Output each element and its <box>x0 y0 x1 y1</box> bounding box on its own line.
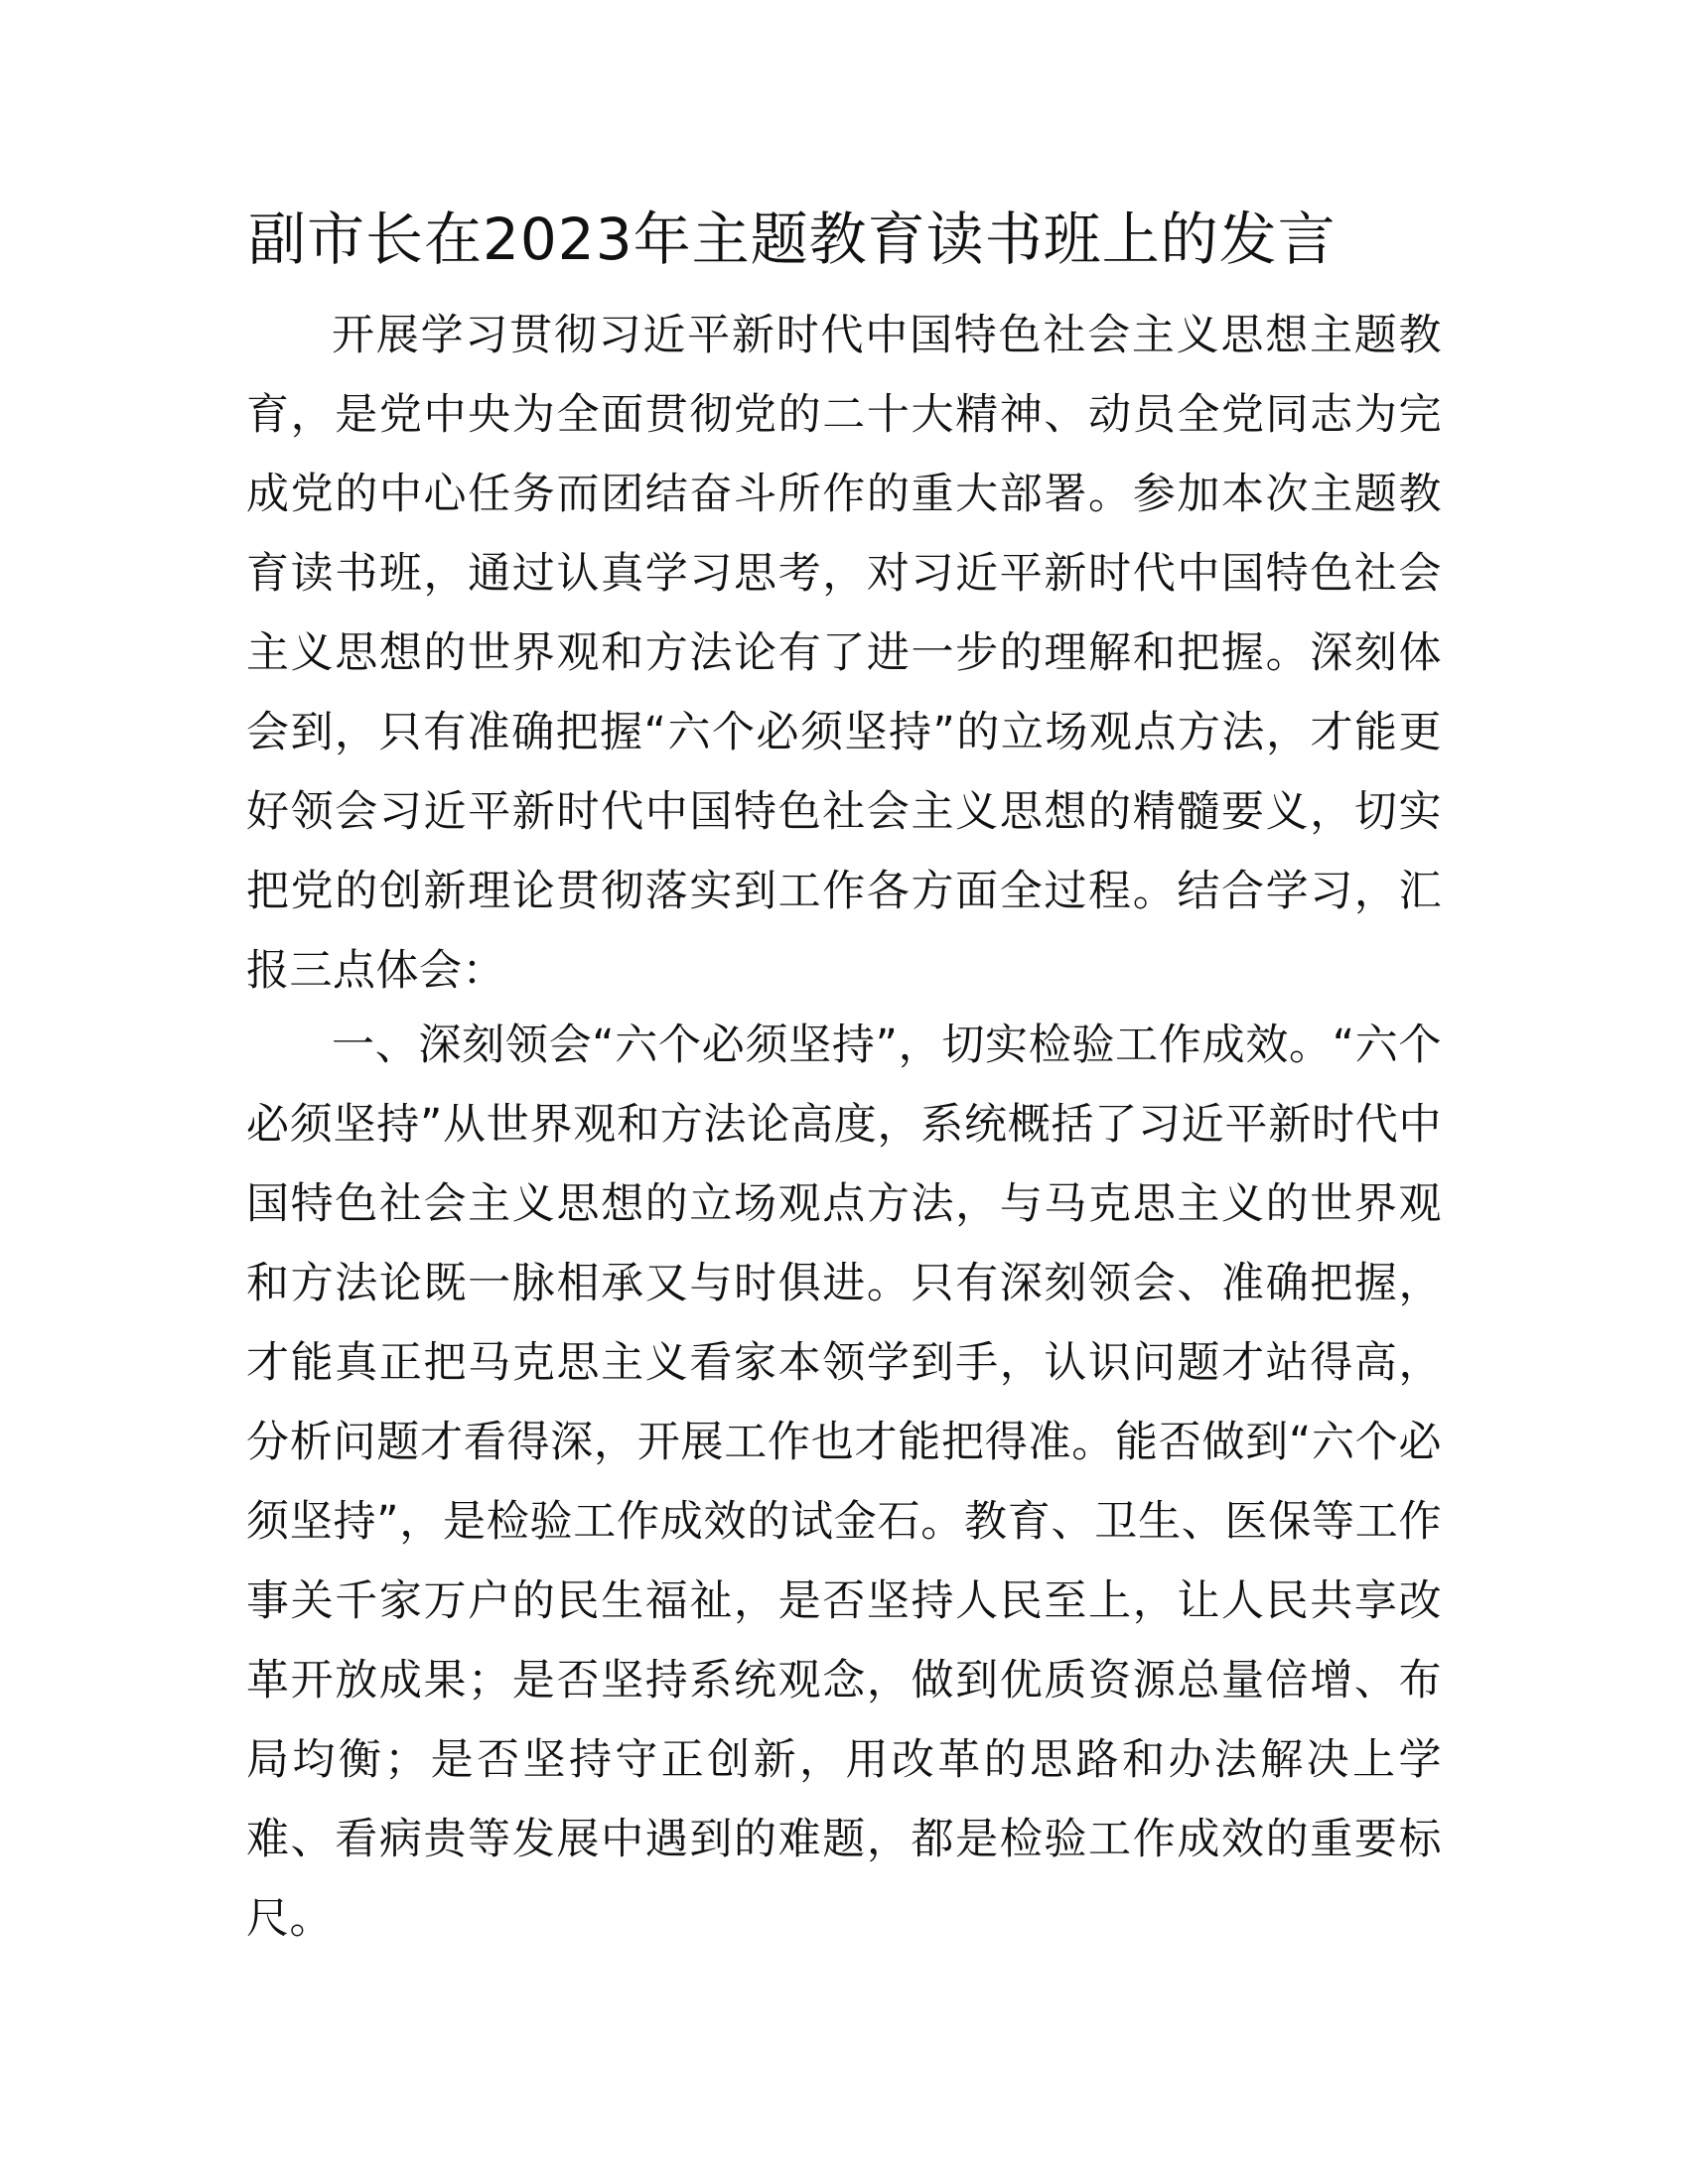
paragraph-intro: 开展学习贯彻习近平新时代中国特色社会主义思想主题教育，是党中央为全面贯彻党的二十大精神、动员全党同志为完成党的中心任务而团结奋斗所作的重大部署。参加本次主题教育读书班，通过认真学习思考，对习近平新时代中国特色社会主义思想的世界观和方法论有了进一步的理解和把握。深刻体会到，只有准确把握“六个必须坚持”的立场观点方法，才能更好领会习近平新时代中国特色社会主义思想的精髓要义，切实把党的创新理论贯彻落实到工作各方面全过程。结合学习，汇报三点体会： <box>246 311 1442 996</box>
document-title: 副市长在2023年主题教育读书班上的发言 <box>248 205 1336 273</box>
paragraph-section-one: 一、深刻领会“六个必须坚持”，切实检验工作成效。“六个必须坚持”从世界观和方法论高度，系统概括了习近平新时代中国特色社会主义思想的立场观点方法，与马克思主义的世界观和方法论既一脉相承又与时俱进。只有深刻领会、准确把握，才能真正把马克思主义看家本领学到手，认识问题才站得高，分析问题才看得深，开展工作也才能把得准。能否做到“六个必须坚持”，是检验工作成效的试金石。教育、卫生、医保等工作事关千家万户的民生福祉，是否坚持人民至上，让人民共享改革开放成果；是否坚持系统观念，做到优质资源总量倍增、布局均衡；是否坚持守正创新，用改革的思路和办法解决上学难、看病贵等发展中遇到的难题，都是检验工作成效的重要标尺。 <box>246 1021 1442 1944</box>
